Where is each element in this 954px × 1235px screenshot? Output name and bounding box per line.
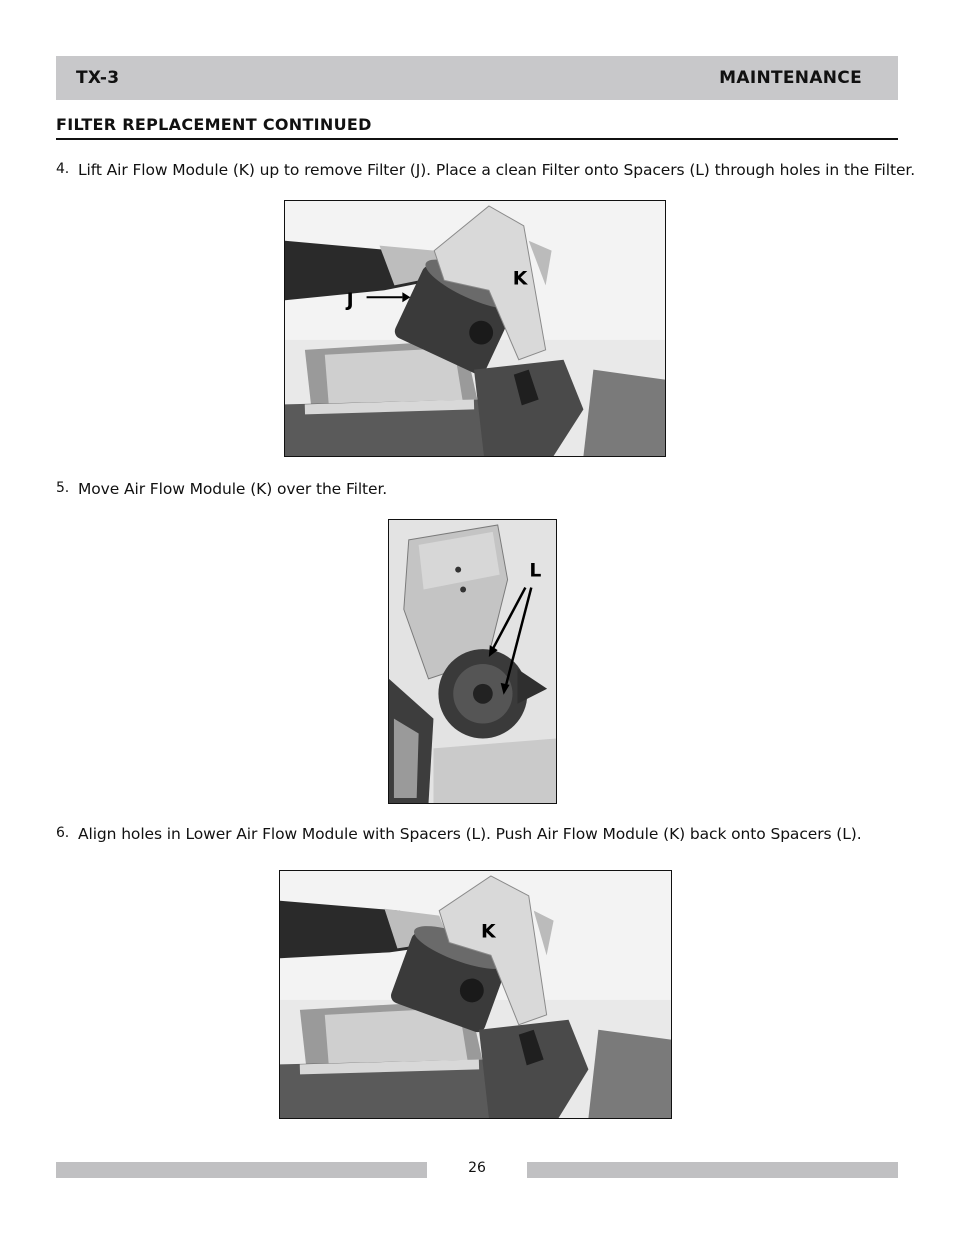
callout-k: K: [480, 920, 496, 943]
footer-bar-right: [527, 1162, 898, 1178]
figure-push-module-photo: [279, 870, 672, 1119]
section-name: MAINTENANCE: [719, 68, 862, 88]
step-text: Lift Air Flow Module (K) up to remove Filter (J). Place a clean Filter onto Spacers (L) through holes in the Filter.: [78, 161, 916, 179]
section-title: FILTER REPLACEMENT CONTINUED: [56, 115, 898, 140]
callout-j: J: [346, 289, 354, 312]
model-name: TX-3: [76, 68, 120, 88]
footer-bar-left: [56, 1162, 427, 1178]
step-text: Align holes in Lower Air Flow Module with Spacers (L). Push Air Flow Module (K) back onto Spacers (L).: [78, 825, 862, 843]
step-6: [56, 825, 862, 843]
step-number: 4.: [56, 161, 70, 177]
page-header: [56, 56, 898, 100]
figure-module-over-filter-photo: [388, 519, 557, 804]
step-number: 6.: [56, 825, 70, 841]
page-number: 26: [468, 1160, 486, 1176]
figure-lift-module-photo: [284, 200, 666, 457]
step-4: [56, 161, 915, 179]
step-number: 5.: [56, 480, 70, 496]
callout-l: L: [529, 560, 542, 582]
step-text: Move Air Flow Module (K) over the Filter.: [78, 480, 388, 498]
step-5: [56, 480, 387, 498]
callout-k: K: [512, 267, 528, 290]
